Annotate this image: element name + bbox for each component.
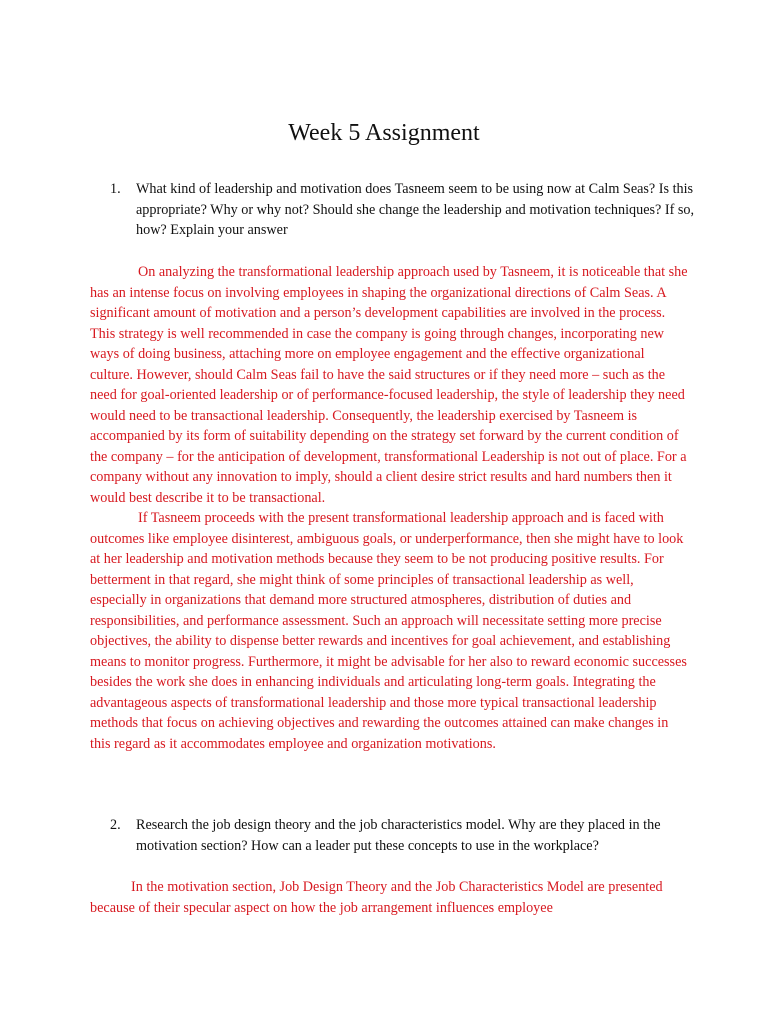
question-1-number: 1. bbox=[110, 181, 121, 197]
answer-2 bbox=[90, 877, 690, 918]
question-1-text: What kind of leadership and motivation does Tasneem seem to be using now at Calm Seas? Is this appropriate? Why or why not? Should she change the leadership and motivation techniques? If so, how? Explain your answer bbox=[136, 181, 695, 238]
question-2-text: Research the job design theory and the job characteristics model. Why are they placed in the motivation section? How can a leader put these concepts to use in the workplace? bbox=[136, 817, 661, 854]
question-1 bbox=[110, 179, 710, 241]
question-2 bbox=[110, 815, 710, 856]
question-2-number: 2. bbox=[110, 817, 121, 833]
answer-2-paragraph-1: In the motivation section, Job Design Theory and the Job Characteristics Model are presented because of their specular aspect on how the job arrangement influences employee bbox=[90, 879, 663, 916]
answer-1 bbox=[90, 262, 690, 754]
answer-1-paragraph-1: On analyzing the transformational leadership approach used by Tasneem, it is noticeable that she has an intense focus on involving employees in shaping the organizational directions of Calm Seas. A significant amount of motivation and a person’s development capabilities are involved in the process. This strategy is well recommended in case the company is going through changes, incorporating new ways of doing business, attaching more on employee engagement and the effective organizational culture. However, should Calm Seas fail to have the said structures or if they need more – such as the need for goal-oriented leadership or of performance-focused leadership, the style of leadership they need would need to be transactional leadership. Consequently, the leadership exercised by Tasneem is accompanied by its form of suitability depending on the strategy set forward by the current condition of the company – for the anticipation of development, transformational Leadership is not out of place. For a company without any innovation to imply, should a client desire strict results and hard numbers then it would best describe it to be transactional. bbox=[90, 264, 688, 506]
answer-1-paragraph-2: If Tasneem proceeds with the present transformational leadership approach and is faced with outcomes like employee disinterest, ambiguous goals, or underperformance, then she might have to look at her leadership and motivation methods because they seem to be not producing positive results. For betterment in that regard, she might think of some principles of transactional leadership as well, especially in organizations that demand more structured atmospheres, distribution of duties and responsibilities, and performance assessment. Such an approach will necessitate setting more precise objectives, the ability to dispense better rewards and incentives for goal achievement, and establishing means to monitor progress. Furthermore, it might be advisable for her also to reward economic successes besides the work she does in enhancing individuals and articulating long-term goals. Integrating the advantageous aspects of transformational leadership and those more typical transactional leadership methods that focus on achieving objectives and rewarding the outcomes attained can make changes in this regard as it accommodates employee and organization motivations. bbox=[90, 510, 687, 752]
page-title: Week 5 Assignment bbox=[288, 120, 480, 146]
